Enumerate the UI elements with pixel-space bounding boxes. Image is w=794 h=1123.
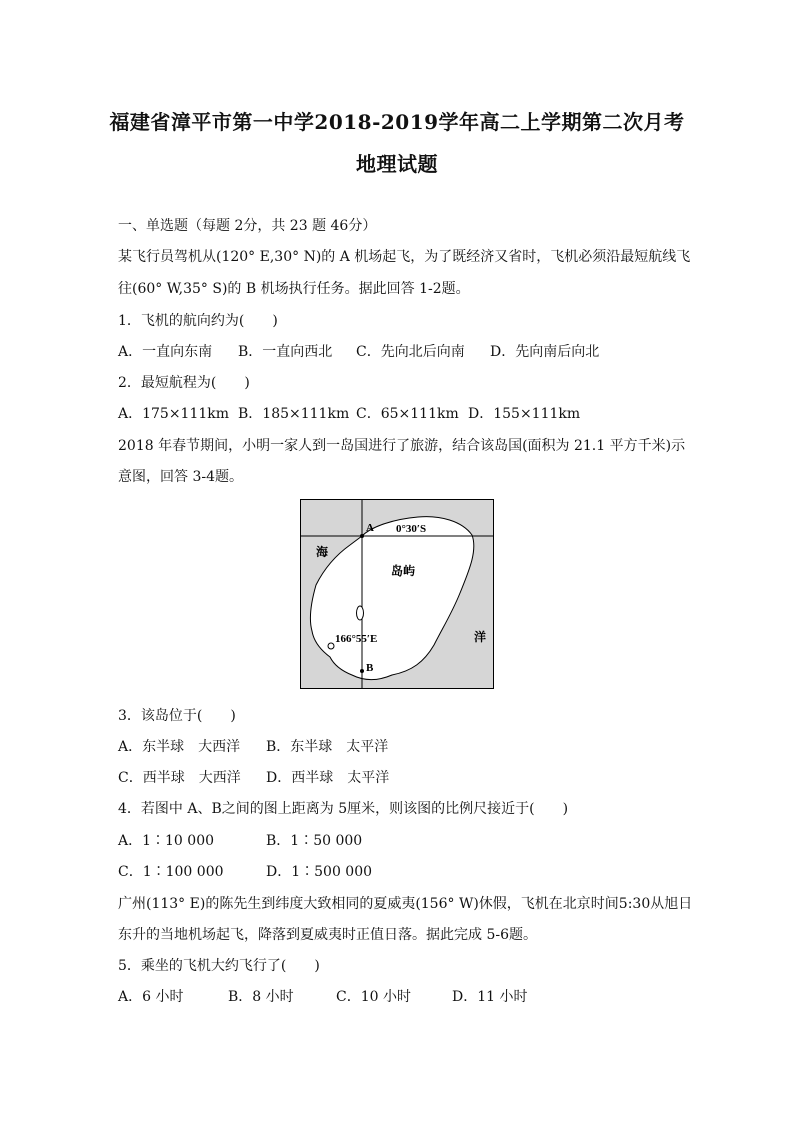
question-4-stem: 4．若图中 A、B之间的图上距离为 5厘米，则该图的比例尺接近于( )	[118, 801, 569, 817]
intro-3-line-2: 东升的当地机场起飞，降落到夏威夷时正值日落。据此完成 5-6题。	[118, 927, 537, 943]
inland-lake	[357, 606, 364, 620]
question-4-options-row-2	[118, 862, 372, 882]
q2-option-b: B．185×111km	[238, 406, 350, 422]
intro-2-line-2: 意图，回答 3-4题。	[118, 469, 243, 485]
q3-option-a: A．东半球 大西洋	[118, 739, 241, 755]
q5-option-b: B．8 小时	[228, 989, 294, 1005]
point-a-marker	[360, 534, 364, 538]
label-longitude: 166°55′E	[335, 633, 378, 645]
q2-option-c: C．65×111km	[356, 406, 459, 422]
intro-2-line-1: 2018 年春节期间，小明一家人到一岛国进行了旅游，结合该岛国(面积为 21.1 平方千米)示	[118, 438, 686, 454]
q1-option-d: D．先向南后向北	[490, 344, 600, 360]
q5-option-d: D．11 小时	[452, 989, 528, 1005]
question-1-options	[118, 342, 599, 362]
question-3-options	[118, 737, 388, 757]
q2-option-d: D．155×111km	[468, 406, 581, 422]
label-island: 岛屿	[391, 564, 416, 578]
intro-3-line-1: 广州(113° E)的陈先生到纬度大致相同的夏威夷(156° W)休假，飞机在北京时间5:30从旭日	[118, 896, 693, 912]
q4-option-a: A．1∶10 000	[118, 833, 215, 849]
q2-option-a: A．175×111km	[118, 406, 230, 422]
q1-option-b: B．一直向西北	[238, 344, 333, 360]
label-ocean: 洋	[474, 630, 487, 644]
exam-subtitle: 地理试题	[356, 152, 438, 176]
q5-option-a: A．6 小时	[118, 989, 184, 1005]
label-sea: 海	[316, 545, 329, 559]
question-3-options-row-2	[118, 768, 389, 788]
island-map	[300, 499, 494, 689]
question-3-stem: 3．该岛位于( )	[118, 708, 236, 724]
q3-option-d: D．西半球 太平洋	[266, 770, 390, 786]
label-a: A	[366, 522, 374, 534]
label-latitude: 0°30′S	[396, 523, 427, 535]
intro-1-line-1: 某飞行员驾机从(120° E,30° N)的 A 机场起飞，为了既经济又省时，飞机必须沿最短航线飞	[118, 249, 691, 265]
q1-option-a: A．一直向东南	[118, 344, 213, 360]
q4-option-b: B．1∶50 000	[266, 833, 363, 849]
exam-title: 福建省漳平市第一中学2018-2019学年高二上学期第二次月考	[109, 110, 685, 134]
q4-option-d: D．1∶500 000	[266, 864, 373, 880]
q3-option-c: C．西半球 大西洋	[118, 770, 241, 786]
question-2-options	[118, 404, 580, 424]
intro-1-line-2: 往(60° W,35° S)的 B 机场执行任务。据此回答 1-2题。	[118, 281, 470, 297]
q1-option-c: C．先向北后向南	[356, 344, 465, 360]
q5-option-c: C．10 小时	[336, 989, 411, 1005]
point-b-marker	[360, 669, 364, 673]
question-4-options	[118, 831, 362, 851]
town-marker	[328, 643, 334, 649]
section-heading: 一、单选题（每题 2分，共 23 题 46分）	[118, 218, 377, 234]
question-5-stem: 5．乘坐的飞机大约飞行了( )	[118, 958, 320, 974]
q3-option-b: B．东半球 太平洋	[266, 739, 389, 755]
q4-option-c: C．1∶100 000	[118, 864, 224, 880]
question-1-stem: 1．飞机的航向约为( )	[118, 313, 278, 329]
question-2-stem: 2．最短航程为( )	[118, 375, 250, 391]
label-b: B	[366, 662, 374, 674]
question-5-options	[118, 987, 528, 1007]
